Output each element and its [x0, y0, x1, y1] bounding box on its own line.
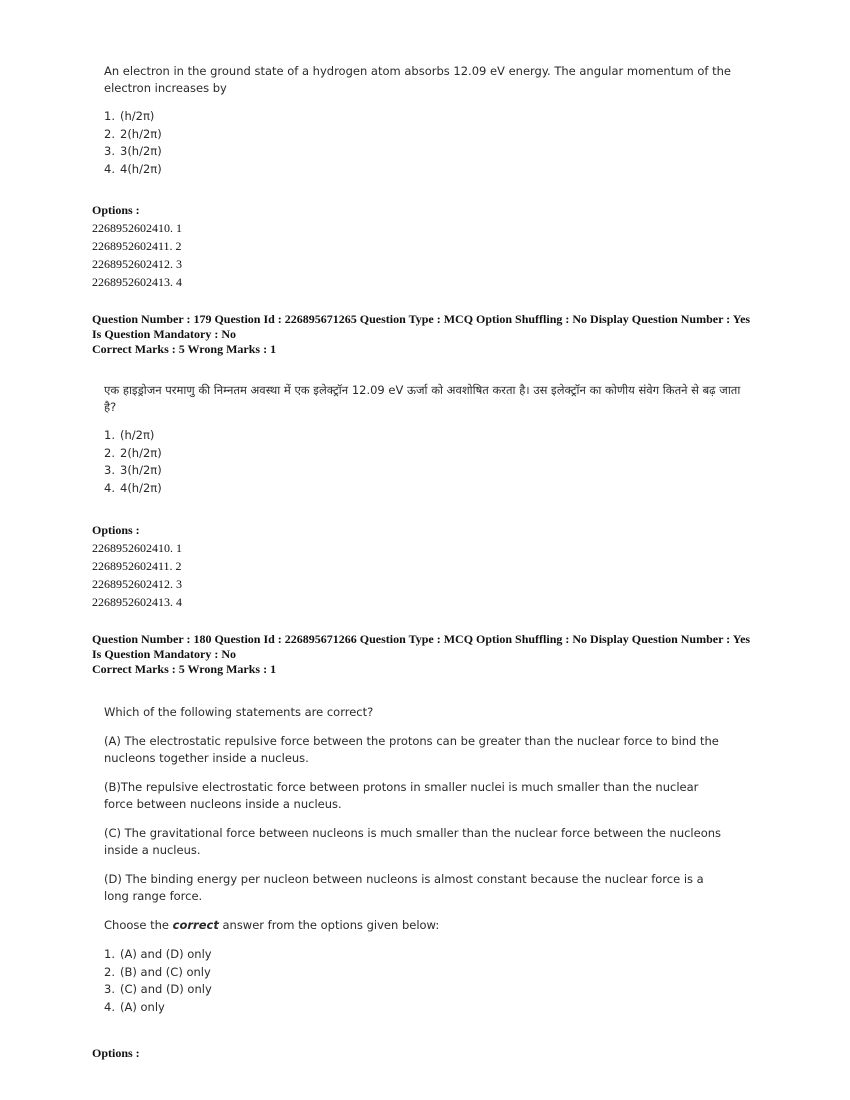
question-stem: एक हाइड्रोजन परमाणु की निम्नतम अवस्था में एक इलेक्ट्रॉन 12.09 eV ऊर्जा को अवशोषित करता है। उस इलेक्ट्रॉन का कोणीय संवेग कितने से बढ़ जाता है? — [104, 383, 741, 414]
instruction: Choose the correct answer from the options given below: — [104, 918, 440, 932]
answer-choice: 2. 2(h/2π) — [104, 445, 162, 460]
option-id: 2268952602412. 3 — [92, 257, 182, 271]
answer-choice: 1. (h/2π) — [104, 109, 155, 123]
statement: (B)The repulsive electrostatic force between protons in smaller nuclei is much smaller than the nuclear force between nucleons inside a nucleus. — [104, 780, 699, 811]
option-id: 2268952602413. 4 — [92, 275, 182, 289]
options-list — [92, 1045, 140, 1062]
options-heading: Options : — [92, 1046, 140, 1060]
question-178-body — [104, 63, 744, 178]
question-180-body — [104, 704, 724, 1016]
question-179-body — [104, 382, 744, 497]
question-179-meta — [92, 312, 762, 357]
question-meta-line: Question Number : 180 Question Id : 226895671266 Question Type : MCQ Option Shuffling : No Display Question Number : Yes Is Question Mandatory : No — [92, 632, 751, 661]
question-stem: Which of the following statements are correct? — [104, 705, 374, 719]
answer-choice: 1. (A) and (D) only — [104, 947, 212, 961]
answer-choice: 3. 3(h/2π) — [104, 144, 162, 158]
option-id: 2268952602411. 2 — [92, 559, 182, 573]
answer-choice: 3. (C) and (D) only — [104, 982, 212, 996]
answer-choices — [104, 427, 744, 497]
option-id: 2268952602410. 1 — [92, 541, 182, 555]
marks-line: Correct Marks : 5 Wrong Marks : 1 — [92, 662, 277, 676]
answer-choice: 3. 3(h/2π) — [104, 463, 162, 477]
option-id: 2268952602410. 1 — [92, 221, 182, 235]
option-id: 2268952602412. 3 — [92, 577, 182, 591]
options-list — [92, 522, 182, 611]
answer-choice: 2. (B) and (C) only — [104, 964, 211, 979]
answer-choices — [104, 108, 744, 178]
answer-choices — [104, 946, 724, 1016]
marks-line: Correct Marks : 5 Wrong Marks : 1 — [92, 342, 277, 356]
question-stem: An electron in the ground state of a hydrogen atom absorbs 12.09 eV energy. The angular momentum of the electron increases by — [104, 64, 731, 95]
option-id: 2268952602413. 4 — [92, 595, 182, 609]
question-180-meta — [92, 632, 762, 677]
statement: (C) The gravitational force between nucleons is much smaller than the nuclear force between the nucleons inside a nucleus. — [104, 826, 722, 857]
options-heading: Options : — [92, 523, 140, 537]
statement: (D) The binding energy per nucleon between nucleons is almost constant because the nuclear force is a long range force. — [104, 872, 704, 903]
question-meta-line: Question Number : 179 Question Id : 226895671265 Question Type : MCQ Option Shuffling : No Display Question Number : Yes Is Question Mandatory : No — [92, 312, 751, 341]
answer-choice: 4. (A) only — [104, 999, 165, 1014]
answer-choice: 1. (h/2π) — [104, 428, 155, 442]
options-list — [92, 202, 182, 291]
option-id: 2268952602411. 2 — [92, 239, 182, 253]
options-heading: Options : — [92, 203, 140, 217]
answer-choice: 4. 4(h/2π) — [104, 480, 162, 495]
emphasis: correct — [172, 918, 219, 932]
answer-choice: 2. 2(h/2π) — [104, 126, 162, 141]
statement: (A) The electrostatic repulsive force between the protons can be greater than the nuclear force to bind the nucleons together inside a nucleus. — [104, 734, 719, 765]
answer-choice: 4. 4(h/2π) — [104, 161, 162, 176]
